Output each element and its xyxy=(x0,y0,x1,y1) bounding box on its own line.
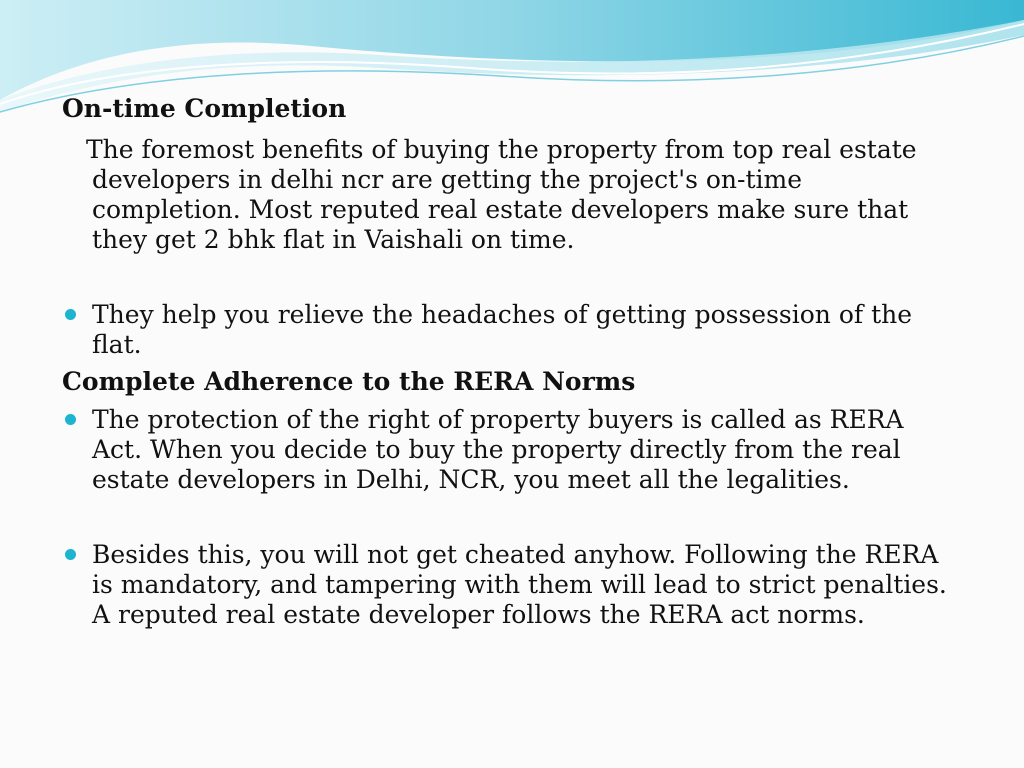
bullet-text: They help you relieve the headaches of getting possession of the flat. xyxy=(92,300,913,359)
list-item xyxy=(62,405,962,495)
list-item xyxy=(62,300,962,360)
section-heading-ontime: On-time Completion xyxy=(62,94,347,123)
bullet-icon xyxy=(65,549,76,560)
ontime-paragraph: The foremost benefits of buying the property from top real estate developers in delhi ncr are getting the project's on-time completion. Most reputed real estate developers make sure that they get 2 bhk flat in Vaishali on time. xyxy=(86,135,917,254)
list-item xyxy=(62,540,962,630)
bullet-icon xyxy=(65,309,76,320)
bullet-text: Besides this, you will not get cheated anyhow. Following the RERA is mandatory, and tampering with them will lead to strict penalties. A reputed real estate developer follows the RERA act norms. xyxy=(92,540,947,629)
bullet-text: The protection of the right of property buyers is called as RERA Act. When you decide to buy the property directly from the real estate developers in Delhi, NCR, you meet all the legalities. xyxy=(92,405,904,494)
bullet-icon xyxy=(65,414,76,425)
section-heading-rera: Complete Adherence to the RERA Norms xyxy=(62,367,636,396)
